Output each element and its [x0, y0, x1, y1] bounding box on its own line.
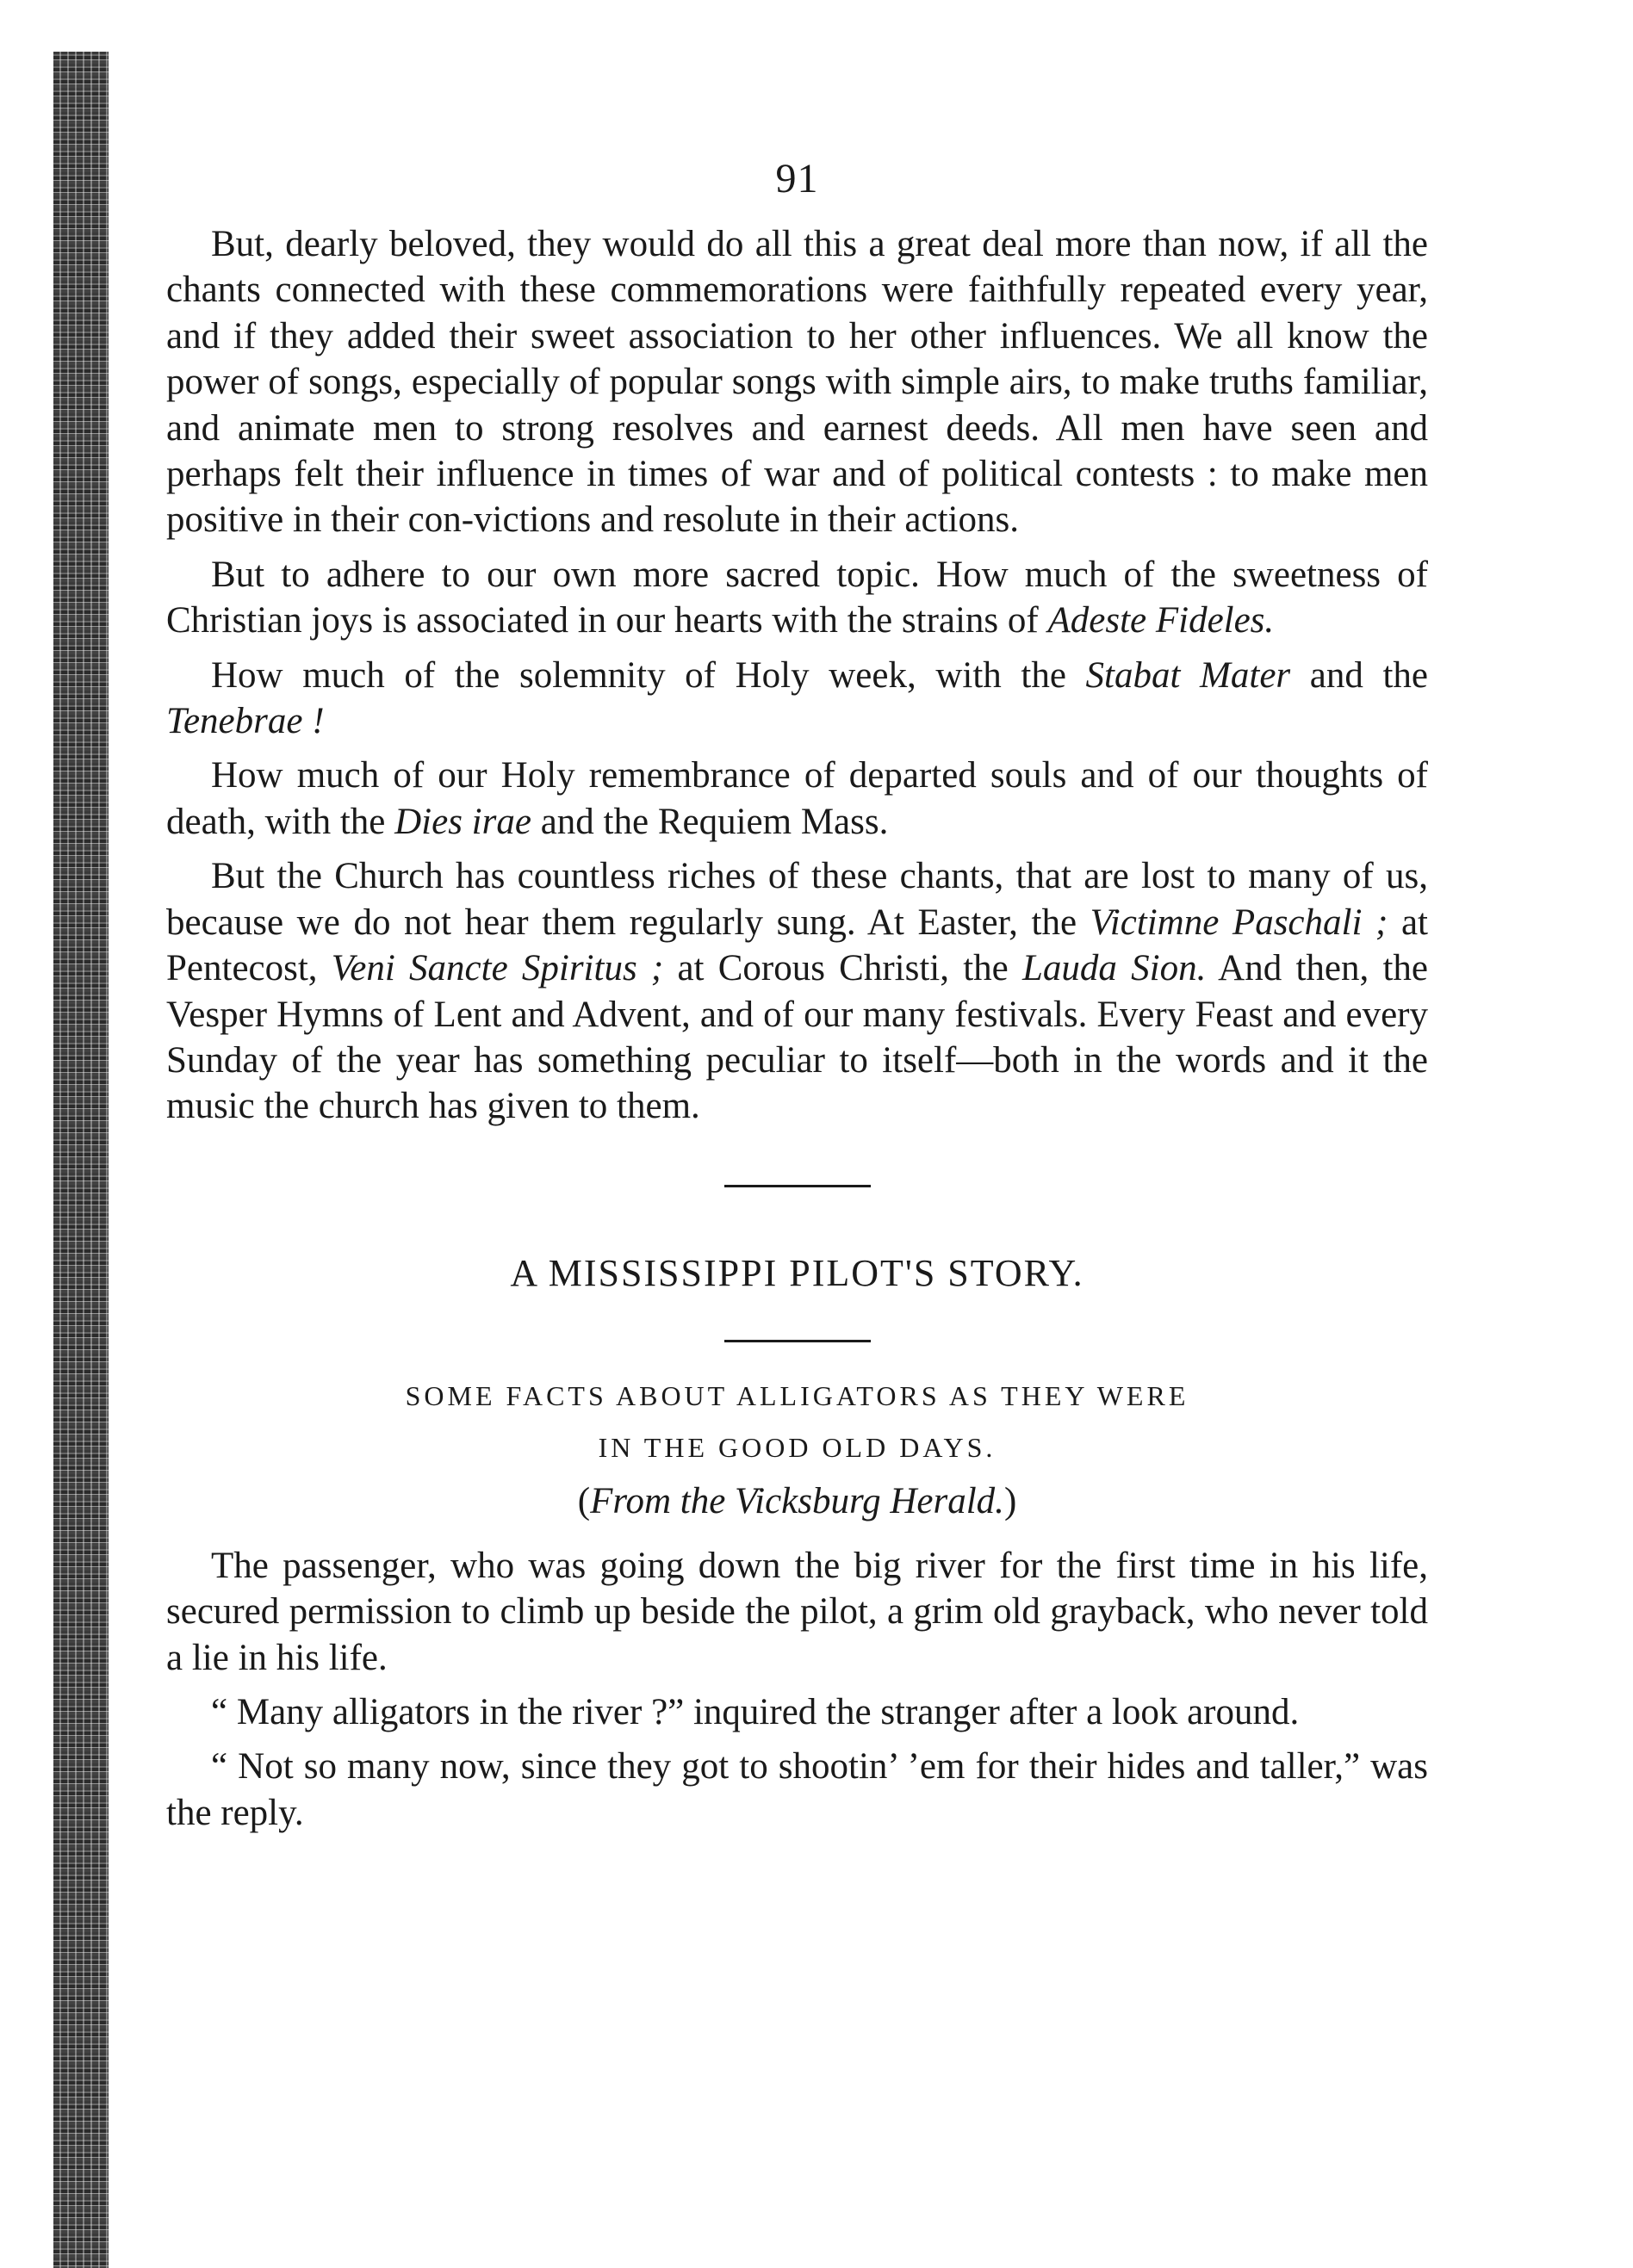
- paragraph-stranger-question: “ Many alligators in the river ?” inquired the stranger after a look around.: [211, 1691, 1300, 1732]
- source-paren-open: (: [577, 1480, 591, 1521]
- hymn-title-adeste-fideles: Adeste Fideles.: [1047, 600, 1275, 641]
- section-divider: [724, 1185, 871, 1187]
- paragraph-departed-souls: [166, 753, 1428, 845]
- text-run: And then, the Vesper Hymns of Lent and Advent, and of our many festivals. Every Feast and every Sunday of the year has something peculiar to itself—both in the words and it the music the church has given to them.: [166, 948, 1428, 1127]
- source-name: From the Vicksburg Herald.: [590, 1480, 1004, 1521]
- hymn-title-stabat-mater: Stabat Mater: [1085, 654, 1291, 696]
- text-run: But to adhere to our own more sacred topic. How much of the sweetness of Christian joys is associated in our hearts with the strains of: [166, 554, 1428, 641]
- article-subtitle: [166, 1370, 1428, 1473]
- paragraph-church-riches: [166, 853, 1428, 1129]
- text-run: How much of the solemnity of Holy week, with the: [211, 654, 1086, 696]
- hymn-title-lauda-sion: Lauda Sion.: [1021, 948, 1207, 989]
- paragraph-adeste-fideles: [166, 552, 1428, 644]
- paragraph-passenger: The passenger, who was going down the big river for the first time in his life, secured permission to climb up beside the pilot, a grim old grayback, who never told a lie in his life.: [166, 1545, 1428, 1678]
- article-title: A MISSISSIPPI PILOT'S STORY.: [510, 1251, 1084, 1294]
- subtitle-line-1: SOME FACTS ABOUT ALLIGATORS AS THEY WERE: [405, 1379, 1189, 1411]
- hymn-title-victimae-paschali: Victimne Paschali ;: [1090, 902, 1388, 943]
- hymn-title-dies-irae: Dies irae: [394, 801, 531, 842]
- hymn-title-tenebrae: Tenebrae !: [166, 701, 325, 742]
- text-run: But the Church has countless riches of these chants, that are lost to many of us, because we do not hear them regularly sung. At Easter, the: [166, 856, 1428, 943]
- text-run: at Corous Christi, the: [663, 948, 1022, 989]
- subtitle-line-2: IN THE GOOD OLD DAYS.: [598, 1431, 997, 1463]
- hymn-title-veni-sancte-spiritus: Veni Sancte Spiritus ;: [331, 948, 664, 989]
- text-run: at Pentecost,: [166, 902, 1428, 989]
- paragraph-holy-week: [166, 653, 1428, 745]
- paragraph-chants-influence: But, dearly beloved, they would do all this a great deal more than now, if all the chants connected with these commemorations were faithfully repeated every year, and if they added their sweet association to her other influences. We all know the power of songs, especially of popular songs with simple airs, to make truths familiar, and animate men to strong resolves and earnest deeds. All men have seen and perhaps felt their influence in times of war and of political contests : to make men positive in their con-victions and resolute in their actions.: [166, 224, 1428, 541]
- article-source: [166, 1480, 1428, 1522]
- text-run: and the: [1290, 654, 1429, 696]
- source-paren-close: ): [1003, 1480, 1017, 1521]
- page-number: 91: [775, 156, 819, 201]
- book-binding-edge: [53, 52, 109, 2268]
- paragraph-pilot-reply: “ Not so many now, since they got to shootin’ ’em for their hides and taller,” was the reply.: [166, 1746, 1428, 1833]
- text-run: How much of our Holy remembrance of departed souls and of our thoughts of death, with the: [166, 755, 1428, 842]
- title-divider: [724, 1340, 871, 1342]
- document-page: [166, 155, 1428, 1844]
- text-run: and the Requiem Mass.: [531, 801, 889, 842]
